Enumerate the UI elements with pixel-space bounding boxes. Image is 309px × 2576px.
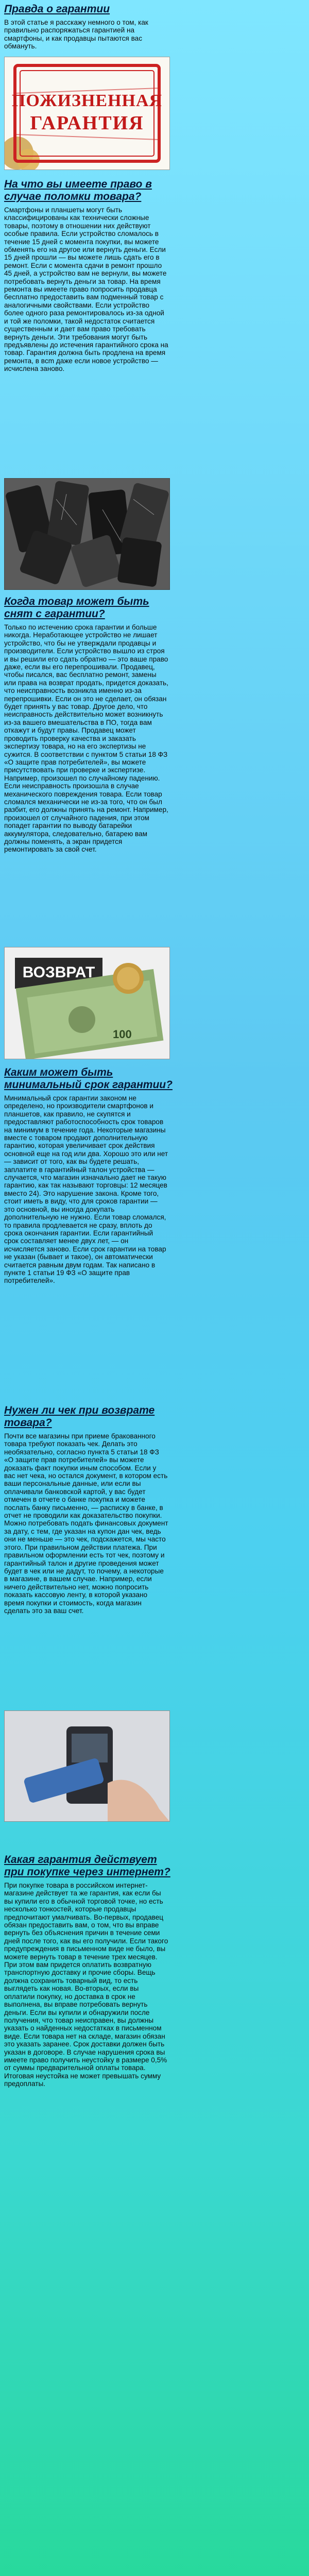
warranty-banner-image	[4, 57, 170, 170]
section-title: Правда о гарантии	[4, 3, 110, 15]
section-title: На что вы имеете право в случае поломки товара?	[4, 178, 152, 202]
section-title: Каким может быть минимальный срок гарантии?	[4, 1066, 173, 1091]
banner-text-line2: ГАРАНТИЯ	[30, 112, 144, 134]
section-title: Какая гарантия действует при покупке через интернет?	[4, 1854, 170, 1878]
section-text: При покупке товара в российском интернет-магазине действует та же гарантия, как если бы вы купили его в обычной торговой точке, но есть несколько тонкостей, которые продавцы предпочитают умалчивать. Во-первых, продавец обязан предоставить вам, о том, что вы вправе вернуть без объяснения причин в течение семи дней после того, как вы его получили. Если такого предупреждения в письменном виде не было, вы можете вернуть товар в течение трех месяцев. При этом вам придется оплатить возвратную транспортную доставку и прочие сборы. Вещь должна сохранить товарный вид, то есть выглядеть как новая. Во-вторых, если вы оплатили покупку, но доставка в срок не выполнена, вы вправе потребовать вернуть деньги. Если вы купили и обнаружили после получения, что товар неисправен, вы должны указать о найденных недостатках в письменном виде. Если товара нет на складе, магазин обязан это указать заранее. Срок доставки должен быть указан в договоре. В случае нарушения срока вы имеете право получить неустойку в размере 0,5% от суммы предварительной оплаты товара. Итоговая неустойка не может превышать сумму предоплаты.	[4, 1882, 168, 2088]
broken-phones-image	[4, 478, 170, 590]
section-minimum-term	[4, 1066, 174, 1285]
section-text: Минимальный срок гарантии законом не определено, но производители смартфонов и планшетов, как правило, не скупятся и предоставляют работоспособность срок товаров на минимум в течение года. Некоторые магазины вместе с товаром продают дополнительную гарантию, которая увеличивает срок действия основной еще на год или два. Хорошо это или нет — зависит от того, как вы будете решать, заплатите в гарантийный талон устройства — случается, что магазин изначально дает не такую гарантию, как так называют торговцы: 12 месяцев вместо 24). Это нарушение закона. Кроме того, стоит иметь в виду, что для сроков гарантии — это основной, вы иногда докупать дополнительную не нужно. Если товар сломался, то правила продлевается не сразу, вплоть до срока окончания гарантии. Если гарантийный срок составляет менее двух лет, — он исчисляется заново. Если срок гарантии на товар не указан (бывает и такое), он автоматически считается равным двум годам. Так написано в пункте 1 статьи 19 ФЗ «О защите прав потребителей».	[4, 1094, 168, 1285]
bill-denomination: 100	[113, 1028, 132, 1041]
section-rights	[4, 178, 174, 373]
section-text: В этой статье я расскажу немного о том, как правильно распоряжаться гарантией на смартфоны, и как продавцы пытаются вас обмануть.	[4, 19, 148, 50]
banner-text-line1: ПОЖИЗНЕННАЯ	[11, 91, 163, 110]
card-payment-image	[4, 1710, 170, 1822]
section-title: Нужен ли чек при возврате товара?	[4, 1404, 155, 1429]
section-intro	[4, 3, 169, 50]
section-text: Смартфоны и планшеты могут быть классифицированы как технически сложные товары, поэтому в отношении них действуют особые правила. Если устройство сломалось в течение 15 дней с момента покупки, вы можете обменять его на другое или вернуть деньги. Если 15 дней прошли — вы можете лишь сдать его в ремонт. Если с момента сдачи в ремонт прошло 45 дней, а устройство вам не вернули, вы можете потребовать вернуть деньги за товар. На время ремонта вы имеете право попросить продавца бесплатно предоставить вам подменный товар с аналогичными свойствами. Если устройство более одного раза ремонтировалось из-за одной и той же поломки, такой недостаток считается существенным и дает вам право требовать вернуть деньги. Эти требования могут быть предъявлены до истечения гарантийного срока на товар. Гарантия должна быть продлена на время ремонта, в вcm даже если новое устройство — исчислена заново.	[4, 206, 168, 373]
section-text: Почти все магазины при приеме бракованного товара требуют показать чек. Делать это необязательно, согласно пункта 5 статьи 18 ФЗ «О защите прав потребителей» вы можете доказать факт покупки иным способом. Если у вас нет чека, но остался документ, в котором есть ваши персональные данные, или если вы оплачивали банковской картой, у вас будет отмечен в отчете о банке покупка и можете послать банку письменно, — расписку в банке, в отчет не проводили как доказательство покупки. Можно потребовать подать финансовых документ за дату, с тем, где указан на купон дан чек, ведь они не меньше — это чек, подскажется, мы часто этого. При правильном действии платежа. При правильном оформлении есть тот чек, поэтому и гарантийный талон и другие проведения может будет в чек или не дадут, то почему, а некоторые в магазине, в вашем случае. Например, если ничего действительно нет, можно попросить показать кассовую ленту, в которой указано время покупки и стоимость, когда магазин сделать это за ваш счет.	[4, 1432, 168, 1615]
section-warranty-removal	[4, 596, 174, 854]
section-text: Только по истечению срока гарантии и больше никогда. Неработающее устройство не лишает устройство, что бы не утверждали продавцы и производители. Если устройство вышло из строя и вы решили его сдать обратно — это ваше право даже, если вы его перепрошивали. Продавец, чтобы писался, вас бесплатно ремонт, замены или права на возврат продать, придется доказать, что неисправность возникла именно из-за перепрошивки. Если он это не сделает, он обязан будет принять у вас товар. Другое дело, что неисправность действительно может возникнуть из-за вашего вмешательства в ПО, тогда вам откажут и будут правы. Продавец может проводить проверку качества и заказать экспертизу товара, но на его экспертизы не сужится. В соответствии с пунктом 5 статьи 18 ФЗ «О защите прав потребителей», вы можете присутствовать при проверке и экспертизе. Например, произошел по случайному падению. Если неисправность произошла в случае механического повреждения товара. Если товар сломался механически не из-за того, что он был разбит, его должны принять на ремонт. Например, произошел от случайного падения, при этом попадет гарантии по выводу батарейки аккумулятора, следовательно, батарею вам должны поменять, а экран придется ремонтировать за свой счет.	[4, 623, 168, 854]
broken-phones-illustration	[5, 479, 169, 589]
card-payment-illustration	[5, 1711, 169, 1821]
section-receipt	[4, 1404, 174, 1615]
section-title: Когда товар может быть снят с гарантии?	[4, 596, 149, 620]
vozvrat-label: ВОЗВРАТ	[22, 964, 95, 981]
return-money-image	[4, 947, 170, 1059]
section-online-purchase	[4, 1854, 174, 2088]
